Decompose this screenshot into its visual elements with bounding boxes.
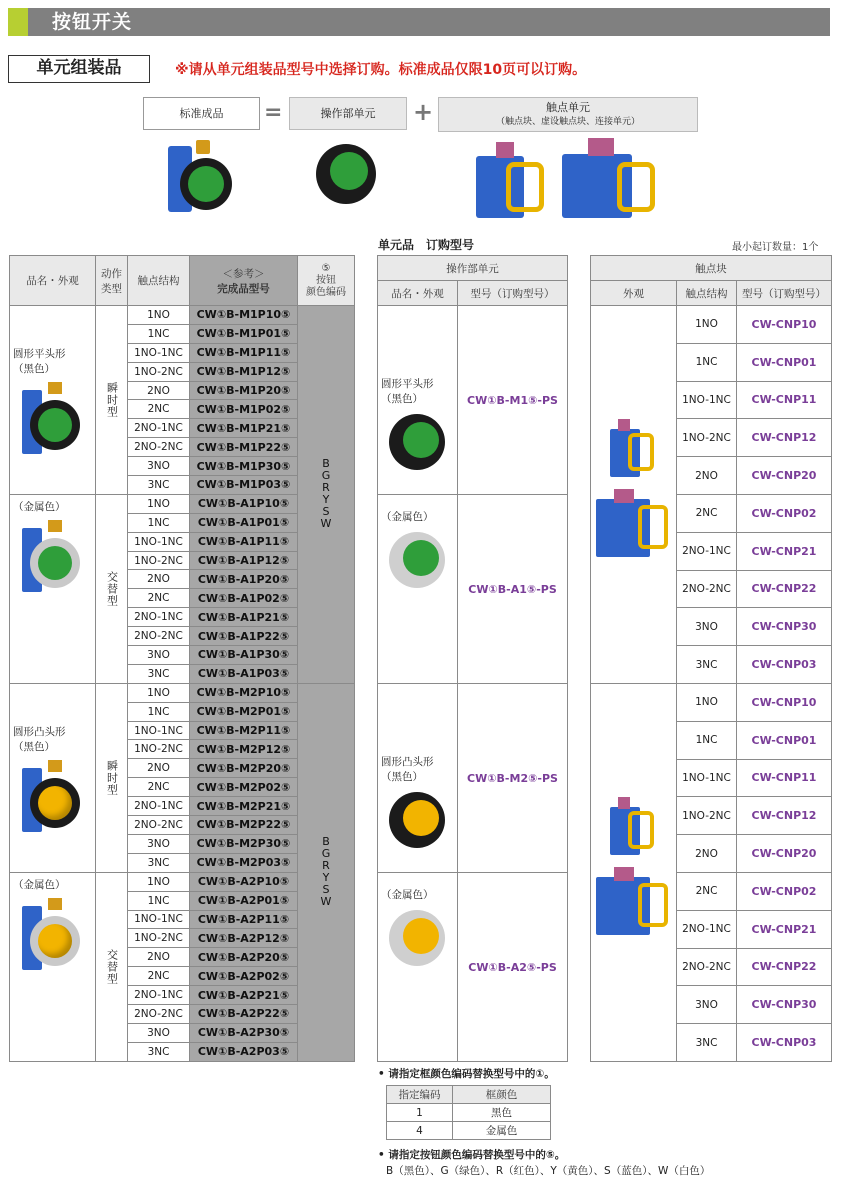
- contact-structure: 2NO-2NC: [128, 816, 190, 835]
- ref-model: CW①B-M2P01⑤: [190, 702, 298, 721]
- contact-structure: 3NC: [128, 853, 190, 872]
- contact-block-image-2: [562, 138, 662, 222]
- ref-model: CW①B-A2P11⑤: [190, 910, 298, 929]
- ref-model: CW①B-A2P12⑤: [190, 929, 298, 948]
- contact-model: CW-CNP30: [737, 986, 832, 1024]
- formula-operator-box: 操作部单元: [289, 97, 407, 130]
- contact-model: CW-CNP21: [737, 532, 832, 570]
- ref-model: CW①B-M1P10⑤: [190, 306, 298, 325]
- contact-row: [591, 306, 832, 344]
- color-code-letter: Y: [322, 493, 330, 507]
- contact-structure: 2NC: [128, 967, 190, 986]
- ref-model: CW①B-M2P20⑤: [190, 759, 298, 778]
- button-color-list: B（黑色）、G（绿色）、R（红色）、Y（黄色）、S（蓝色）、W（白色）: [386, 1165, 711, 1177]
- contact-block-table: [590, 255, 832, 1062]
- ref-line1: ＜参考＞: [222, 267, 265, 280]
- ref-model: CW①B-A1P03⑤: [190, 664, 298, 683]
- ref-model: CW①B-M1P12⑤: [190, 362, 298, 381]
- col-action: 动作类型: [96, 256, 128, 306]
- op-name: （金属色）: [381, 511, 434, 523]
- ct-col-model: 型号（订购型号）: [737, 281, 832, 306]
- op-title: 操作部单元: [378, 256, 568, 281]
- ref-model: CW①B-A2P21⑤: [190, 986, 298, 1005]
- ref-model: CW①B-M1P21⑤: [190, 419, 298, 438]
- col-color-code: [298, 256, 355, 306]
- ct-title: 触点块: [591, 256, 832, 281]
- op-name-cell: [378, 495, 458, 684]
- op-color: （黑色）: [381, 393, 423, 405]
- formula-standard-box: 标准成品: [143, 97, 260, 130]
- contact-look-cell: [591, 306, 677, 684]
- contact-structure: 1NO: [128, 872, 190, 891]
- op-name: 圆形平头形: [381, 378, 434, 390]
- action-type: 瞬时型: [96, 683, 128, 872]
- color-h2: 按钮: [316, 274, 336, 286]
- op-col-model: 型号（订购型号）: [458, 281, 568, 306]
- frame-color: 黑色: [453, 1104, 551, 1122]
- ref-model: CW①B-A1P30⑤: [190, 646, 298, 665]
- contact-structure: 1NO-1NC: [128, 532, 190, 551]
- contact-model: CW-CNP01: [737, 343, 832, 381]
- contact-model: CW-CNP03: [737, 646, 832, 684]
- button-color-note: • 请指定按钮颜色编码替换型号中的⑤。: [378, 1149, 566, 1161]
- color-code-letter: B: [322, 835, 330, 849]
- ref-model: CW①B-A2P03⑤: [190, 1042, 298, 1061]
- contact-structure: 1NC: [677, 721, 737, 759]
- contact-model: CW-CNP12: [737, 797, 832, 835]
- color-code-letter: S: [322, 505, 330, 519]
- product-color-metal: （金属色）: [13, 500, 66, 513]
- contact-row: [591, 683, 832, 721]
- frame-note: • 请指定框颜色编码替换型号中的①。: [378, 1068, 555, 1080]
- contact-structure: 1NC: [128, 513, 190, 532]
- contact-structure: 1NC: [128, 891, 190, 910]
- ref-model: CW①B-M2P21⑤: [190, 797, 298, 816]
- contact-structure: 3NO: [128, 457, 190, 476]
- ref-model: CW①B-M1P02⑤: [190, 400, 298, 419]
- contact-structure: 3NO: [677, 986, 737, 1024]
- order-notice: ※请从单元组装品型号中选择订购。标准成品仅限10页可以订购。: [175, 62, 587, 78]
- op-model: CW①B-M2⑤-PS: [458, 684, 568, 873]
- op-row: [378, 306, 568, 495]
- contact-structure: 1NO-2NC: [128, 740, 190, 759]
- color-code-letter: S: [322, 883, 330, 897]
- ref-model: CW①B-A2P30⑤: [190, 1023, 298, 1042]
- color-code-letter: G: [321, 469, 331, 483]
- contact-structure: 1NO: [128, 306, 190, 325]
- ref-model: CW①B-M2P22⑤: [190, 816, 298, 835]
- contact-structure: 1NO-2NC: [128, 551, 190, 570]
- frame-col2: 框颜色: [453, 1086, 551, 1104]
- contact-block-image: [594, 797, 674, 947]
- contact-model: CW-CNP02: [737, 494, 832, 532]
- operator-image: [389, 910, 447, 968]
- contact-structure: 1NO-2NC: [128, 929, 190, 948]
- contact-model: CW-CNP20: [737, 835, 832, 873]
- contact-structure: 3NO: [128, 646, 190, 665]
- contact-structure: 2NO-2NC: [128, 438, 190, 457]
- action-type: 交替型: [96, 494, 128, 683]
- pushbutton-image: [22, 760, 84, 836]
- frame-code: 4: [387, 1122, 453, 1140]
- contact-structure: 3NC: [128, 664, 190, 683]
- contact-structure: 1NC: [128, 702, 190, 721]
- contact-model: CW-CNP22: [737, 948, 832, 986]
- operator-unit-image: [316, 144, 378, 206]
- ref-model: CW①B-A1P01⑤: [190, 513, 298, 532]
- contact-structure: 2NO-1NC: [677, 910, 737, 948]
- min-order-qty: 最小起订数量：1个: [732, 242, 819, 253]
- contact-model: CW-CNP21: [737, 910, 832, 948]
- contact-structure: 2NC: [677, 872, 737, 910]
- color-code-letter: Y: [322, 871, 330, 885]
- frame-color: 金属色: [453, 1122, 551, 1140]
- contact-structure: 1NO-2NC: [677, 419, 737, 457]
- contact-structure: 1NO: [128, 683, 190, 702]
- contact-structure: 2NO: [128, 948, 190, 967]
- col-ref-model: [190, 256, 298, 306]
- product-color: （黑色）: [13, 740, 55, 753]
- contact-structure: 2NO-2NC: [128, 1004, 190, 1023]
- contact-model: CW-CNP01: [737, 721, 832, 759]
- button-color-code: [298, 306, 355, 684]
- table-row: [10, 306, 355, 325]
- product-name-cell: [10, 872, 96, 1061]
- contact-structure: 1NO-1NC: [677, 759, 737, 797]
- contact-structure: 2NO-1NC: [128, 419, 190, 438]
- button-color-code: [298, 683, 355, 1061]
- ref-model: CW①B-M1P03⑤: [190, 476, 298, 495]
- contact-model: CW-CNP10: [737, 683, 832, 721]
- ref-model: CW①B-M2P11⑤: [190, 721, 298, 740]
- contact-structure: 2NO-1NC: [128, 797, 190, 816]
- contact-structure: 3NC: [677, 646, 737, 684]
- action-type: 交替型: [96, 872, 128, 1061]
- ref-model: CW①B-M1P30⑤: [190, 457, 298, 476]
- contact-model: CW-CNP30: [737, 608, 832, 646]
- ref-model: CW①B-A1P22⑤: [190, 627, 298, 646]
- contact-structure: 3NC: [128, 476, 190, 495]
- product-color: （黑色）: [13, 363, 55, 375]
- op-name: （金属色）: [381, 889, 434, 901]
- color-code-letter: G: [321, 847, 331, 861]
- formula-contact-title: 触点单元: [546, 101, 590, 114]
- ref-model: CW①B-A1P20⑤: [190, 570, 298, 589]
- operator-image: [389, 532, 447, 590]
- pushbutton-image: [22, 520, 84, 596]
- contact-structure: 2NC: [128, 778, 190, 797]
- product-name-cell: [10, 306, 96, 495]
- contact-structure: 2NO: [677, 835, 737, 873]
- contact-structure: 1NO: [677, 683, 737, 721]
- contact-structure: 2NO-2NC: [128, 627, 190, 646]
- op-model: CW①B-A2⑤-PS: [458, 873, 568, 1062]
- ct-col-contact: 触点结构: [677, 281, 737, 306]
- standard-product-image: [168, 140, 233, 215]
- main-model-table: [9, 255, 355, 1062]
- col-contact: 触点结构: [128, 256, 190, 306]
- contact-structure: 1NO: [128, 494, 190, 513]
- contact-model: CW-CNP11: [737, 759, 832, 797]
- contact-model: CW-CNP11: [737, 381, 832, 419]
- ref-model: CW①B-A1P02⑤: [190, 589, 298, 608]
- op-row: [378, 684, 568, 873]
- ref-model: CW①B-A1P10⑤: [190, 494, 298, 513]
- formula-contact-box: [438, 97, 698, 132]
- contact-structure: 1NO-2NC: [677, 797, 737, 835]
- contact-structure: 1NO-1NC: [677, 381, 737, 419]
- contact-structure: 1NO: [677, 306, 737, 344]
- op-col-name: 品名・外观: [378, 281, 458, 306]
- ref-model: CW①B-M1P20⑤: [190, 381, 298, 400]
- contact-model: CW-CNP02: [737, 872, 832, 910]
- product-name-cell: [10, 683, 96, 872]
- action-type: 瞬时型: [96, 306, 128, 495]
- contact-structure: 2NO-1NC: [128, 608, 190, 627]
- unit-label: 单元组装品: [8, 55, 150, 83]
- frame-color-table: [386, 1085, 551, 1140]
- color-code-letter: R: [322, 481, 330, 495]
- color-h3: 颜色编码: [306, 286, 346, 298]
- operator-image: [389, 792, 447, 850]
- ref-model: CW①B-M2P30⑤: [190, 834, 298, 853]
- ref-model: CW①B-M2P02⑤: [190, 778, 298, 797]
- contact-structure: 3NO: [128, 834, 190, 853]
- contact-structure: 1NC: [677, 343, 737, 381]
- op-color: （黑色）: [381, 771, 423, 783]
- ref-model: CW①B-M2P03⑤: [190, 853, 298, 872]
- color-code-letter: B: [322, 457, 330, 471]
- ref-model: CW①B-M1P01⑤: [190, 324, 298, 343]
- ct-col-look: 外观: [591, 281, 677, 306]
- ref-model: CW①B-A1P21⑤: [190, 608, 298, 627]
- ref-model: CW①B-A2P22⑤: [190, 1004, 298, 1023]
- ref-model: CW①B-M2P12⑤: [190, 740, 298, 759]
- contact-structure: 1NC: [128, 324, 190, 343]
- col-name: 品名・外观: [10, 256, 96, 306]
- contact-structure: 3NO: [677, 608, 737, 646]
- contact-model: CW-CNP20: [737, 457, 832, 495]
- op-row: [378, 495, 568, 684]
- contact-structure: 1NO-1NC: [128, 910, 190, 929]
- ref-model: CW①B-M2P10⑤: [190, 683, 298, 702]
- page-title: 按钮开关: [52, 11, 133, 33]
- product-name-cell: [10, 494, 96, 683]
- formula-contact-sub: （触点块、虚设触点块、连接单元）: [495, 117, 640, 127]
- contact-structure: 2NC: [128, 400, 190, 419]
- ref-model: CW①B-A2P01⑤: [190, 891, 298, 910]
- contact-look-cell: [591, 683, 677, 1061]
- equals-sign: =: [264, 100, 283, 125]
- color-code-letter: W: [320, 895, 332, 909]
- contact-structure: 2NC: [677, 494, 737, 532]
- contact-structure: 2NO: [677, 457, 737, 495]
- contact-structure: 2NC: [128, 589, 190, 608]
- contact-structure: 2NO-2NC: [677, 948, 737, 986]
- ref-line2: 完成品型号: [217, 282, 270, 295]
- table-row: [10, 683, 355, 702]
- op-name-cell: [378, 306, 458, 495]
- op-model: CW①B-M1⑤-PS: [458, 306, 568, 495]
- frame-row: [387, 1122, 551, 1140]
- frame-col1: 指定编码: [387, 1086, 453, 1104]
- product-name: 圆形凸头形: [13, 725, 66, 738]
- ref-model: CW①B-A1P11⑤: [190, 532, 298, 551]
- contact-block-image: [594, 419, 674, 569]
- color-h1: ⑤: [321, 262, 331, 274]
- contact-structure: 2NO-2NC: [677, 570, 737, 608]
- product-name: 圆形平头形: [13, 348, 66, 360]
- pushbutton-image: [22, 898, 84, 974]
- color-code-letter: W: [320, 517, 332, 531]
- ref-model: CW①B-A2P20⑤: [190, 948, 298, 967]
- contact-structure: 2NO: [128, 381, 190, 400]
- contact-model: CW-CNP22: [737, 570, 832, 608]
- op-model: CW①B-A1⑤-PS: [458, 495, 568, 684]
- contact-block-image-1: [476, 142, 552, 222]
- contact-structure: 2NO: [128, 759, 190, 778]
- contact-structure: 2NO-1NC: [128, 986, 190, 1005]
- color-code-letter: R: [322, 859, 330, 873]
- ref-model: CW①B-A2P02⑤: [190, 967, 298, 986]
- operator-unit-table: [377, 255, 568, 1062]
- op-name: 圆形凸头形: [381, 756, 434, 768]
- header-accent-mark: [8, 8, 28, 36]
- ref-model: CW①B-M1P22⑤: [190, 438, 298, 457]
- contact-structure: 1NO-1NC: [128, 721, 190, 740]
- product-color-metal: （金属色）: [13, 878, 66, 891]
- pushbutton-image: [22, 382, 84, 458]
- ref-model: CW①B-A1P12⑤: [190, 551, 298, 570]
- ref-model: CW①B-M1P11⑤: [190, 343, 298, 362]
- contact-model: CW-CNP10: [737, 306, 832, 344]
- frame-row: [387, 1104, 551, 1122]
- contact-structure: 2NO: [128, 570, 190, 589]
- contact-structure: 2NO-1NC: [677, 532, 737, 570]
- section-title: 单元品 订购型号: [378, 238, 475, 252]
- contact-structure: 3NO: [128, 1023, 190, 1042]
- op-name-cell: [378, 873, 458, 1062]
- frame-code: 1: [387, 1104, 453, 1122]
- contact-model: CW-CNP12: [737, 419, 832, 457]
- op-row: [378, 873, 568, 1062]
- contact-structure: 3NC: [677, 1024, 737, 1062]
- plus-sign: +: [413, 98, 434, 126]
- operator-image: [389, 414, 447, 472]
- contact-model: CW-CNP03: [737, 1024, 832, 1062]
- contact-structure: 1NO-1NC: [128, 343, 190, 362]
- contact-structure: 3NC: [128, 1042, 190, 1061]
- contact-structure: 1NO-2NC: [128, 362, 190, 381]
- ref-model: CW①B-A2P10⑤: [190, 872, 298, 891]
- op-name-cell: [378, 684, 458, 873]
